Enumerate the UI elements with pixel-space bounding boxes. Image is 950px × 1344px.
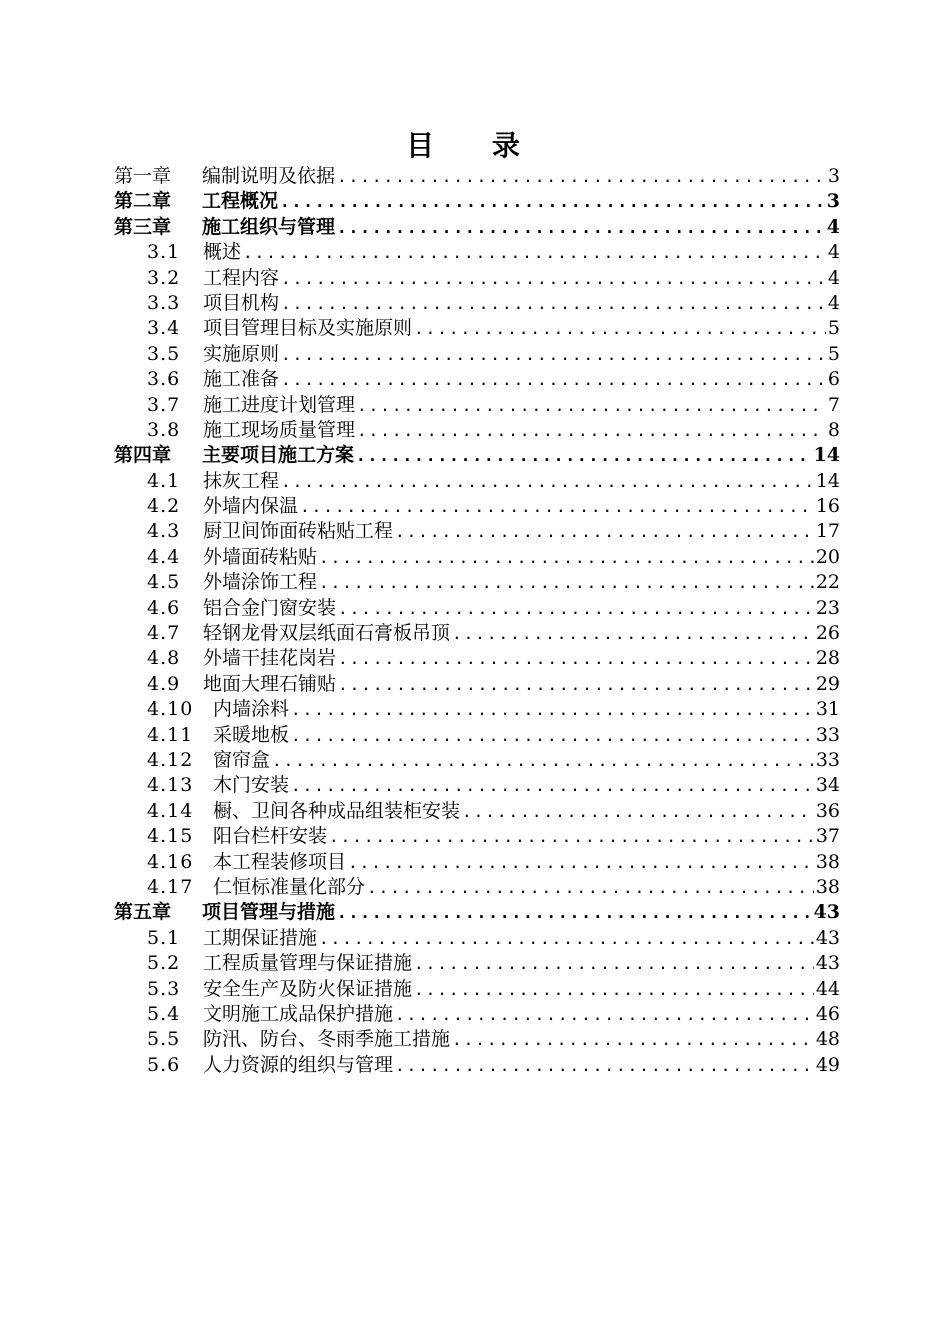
toc-entry-title: 工期保证措施: [203, 926, 318, 949]
toc-section-entry[interactable]: [114, 263, 840, 288]
toc-entry-title: 施工进度计划管理: [203, 393, 356, 415]
toc-entry-number: 3.3: [147, 291, 181, 314]
toc-section-entry[interactable]: [114, 364, 840, 389]
toc-entry-title: 概述: [203, 241, 242, 263]
toc-page-number: 36: [815, 799, 840, 822]
toc-entry-number: 3.4: [147, 317, 181, 339]
toc-page-number: 4: [826, 215, 840, 238]
toc-entry-number: 第一章: [114, 165, 172, 187]
toc-page-number: 43: [813, 901, 840, 923]
toc-page-number: 38: [815, 850, 840, 872]
toc-section-entry[interactable]: [114, 872, 840, 897]
toc-entry-title: 抹灰工程: [203, 469, 280, 492]
toc-section-entry[interactable]: [114, 288, 840, 313]
toc-dot-leader: [452, 1030, 814, 1049]
toc-entry-title: 项目管理目标及实施原则: [203, 317, 413, 339]
toc-page-number: 7: [827, 393, 840, 415]
toc-entry-title: 工程内容: [203, 266, 280, 288]
toc-dot-leader: [319, 573, 814, 592]
toc-dot-leader: [319, 929, 814, 948]
toc-dot-leader: [414, 954, 814, 973]
toc-entry-title: 安全生产及防火保证措施: [203, 977, 413, 999]
toc-dot-leader: [291, 726, 814, 745]
toc-entry-number: 5.2: [147, 952, 181, 974]
toc-entry-title: 主要项目施工方案: [202, 444, 355, 466]
toc-entry-number: 4.9: [147, 672, 181, 695]
toc-page-number: 38: [815, 875, 840, 898]
toc-dot-leader: [338, 599, 814, 618]
toc-entry-title: 外墙内保温: [203, 495, 299, 517]
toc-dot-leader: [338, 649, 814, 668]
toc-chapter-entry[interactable]: [114, 440, 840, 465]
toc-entry-number: 4.14: [147, 799, 194, 822]
toc-section-entry[interactable]: [114, 313, 840, 338]
toc-dot-leader: [337, 903, 812, 922]
toc-dot-leader: [357, 421, 826, 440]
toc-page-number: 14: [813, 444, 840, 466]
toc-entry-number: 5.1: [147, 926, 181, 949]
toc-entry-number: 4.12: [147, 748, 194, 771]
toc-entry-number: 5.4: [147, 1002, 181, 1025]
toc-page-number: 4: [827, 266, 840, 288]
toc-entry-title: 外墙干挂花岗岩: [203, 647, 337, 669]
toc-page-number: 8: [827, 418, 840, 441]
toc-page-number: 23: [815, 596, 840, 619]
toc-page-number: 3: [826, 190, 840, 212]
toc-dot-leader: [337, 167, 826, 186]
toc-page-number: 6: [827, 368, 840, 390]
toc-page-number: 17: [815, 520, 840, 542]
toc-chapter-entry[interactable]: [114, 186, 840, 211]
toc-entry-number: 4.16: [147, 850, 194, 872]
toc-entry-title: 采暖地板: [213, 723, 290, 745]
toc-dot-leader: [395, 1005, 814, 1024]
toc-page-number: 34: [815, 774, 840, 796]
toc-dot-leader: [338, 675, 814, 694]
toc-entry-number: 5.5: [147, 1028, 181, 1050]
toc-entry-number: 第四章: [114, 444, 172, 466]
toc-dot-leader: [319, 548, 814, 567]
toc-dot-leader: [348, 853, 814, 872]
toc-section-entry[interactable]: [114, 542, 840, 567]
toc-page-number: 48: [815, 1028, 840, 1050]
toc-entry-number: 4.6: [147, 596, 181, 619]
toc-entry-number: 第五章: [114, 901, 172, 923]
toc-dot-leader: [329, 827, 814, 846]
toc-entry-title: 木门安装: [213, 774, 290, 796]
toc-entry-number: 4.8: [147, 647, 181, 669]
toc-section-entry[interactable]: [114, 390, 840, 415]
toc-section-entry[interactable]: [114, 567, 840, 592]
toc-entry-number: 3.8: [147, 418, 181, 441]
toc-page-number: 3: [827, 165, 840, 187]
toc-page-number: 49: [815, 1053, 840, 1076]
toc-page-number: 33: [815, 723, 840, 745]
toc-entry-number: 4.13: [147, 774, 194, 796]
toc-dot-leader: [281, 370, 826, 389]
toc-entry-number: 4.10: [147, 698, 194, 720]
toc-section-entry[interactable]: [114, 694, 840, 719]
toc-entry-number: 3.6: [147, 368, 181, 390]
toc-page-number: 16: [815, 495, 840, 517]
toc-dot-leader: [300, 497, 814, 516]
toc-entry-number: 4.2: [147, 495, 181, 517]
toc-entry-title: 轻钢龙骨双层纸面石膏板吊顶: [203, 622, 451, 644]
toc-dot-leader: [356, 446, 812, 465]
toc-dot-leader: [395, 1056, 814, 1075]
toc-entry-number: 4.7: [147, 622, 181, 644]
toc-dot-leader: [367, 878, 814, 897]
toc-page-number: 31: [815, 698, 840, 720]
toc-section-entry[interactable]: [114, 618, 840, 643]
toc-entry-title: 工程概况: [202, 190, 279, 212]
toc-entry-title: 本工程装修项目: [213, 850, 347, 872]
toc-page-number: 43: [815, 926, 840, 949]
toc-section-entry[interactable]: [114, 1024, 840, 1049]
toc-dot-leader: [272, 751, 814, 770]
toc-section-entry[interactable]: [114, 974, 840, 999]
toc-entry-title: 阳台栏杆安装: [213, 825, 328, 847]
toc-dot-leader: [280, 192, 825, 211]
toc-chapter-entry[interactable]: [114, 212, 840, 237]
toc-entry-title: 外墙面砖粘贴: [203, 545, 318, 568]
toc-page-number: 5: [827, 342, 840, 365]
toc-section-entry[interactable]: [114, 339, 840, 364]
toc-dot-leader: [281, 269, 826, 288]
toc-entry-number: 3.2: [147, 266, 181, 288]
toc-section-entry[interactable]: [114, 415, 840, 440]
toc-entry-title: 仁恒标准量化部分: [213, 875, 366, 898]
toc-entry-title: 项目机构: [203, 291, 280, 314]
toc-dot-leader: [291, 700, 814, 719]
toc-entry-title: 铝合金门窗安装: [203, 596, 337, 619]
toc-page-number: 46: [815, 1002, 840, 1025]
toc-section-entry[interactable]: [114, 720, 840, 745]
toc-section-entry[interactable]: [114, 770, 840, 795]
toc-entry-title: 施工准备: [203, 368, 280, 390]
toc-section-entry[interactable]: [114, 593, 840, 618]
toc-dot-leader: [414, 980, 814, 999]
toc-section-entry[interactable]: [114, 923, 840, 948]
toc-page-number: 26: [815, 622, 840, 644]
toc-entry-title: 文明施工成品保护措施: [203, 1002, 394, 1025]
toc-entry-number: 第三章: [114, 215, 172, 238]
toc-page-number: 22: [815, 571, 840, 593]
toc-section-entry[interactable]: [114, 1050, 840, 1075]
toc-entry-title: 编制说明及依据: [202, 165, 336, 187]
toc-entry-number: 5.3: [147, 977, 181, 999]
toc-entry-title: 地面大理石铺贴: [203, 672, 337, 695]
toc-section-entry[interactable]: [114, 745, 840, 770]
toc-entry-number: 4.3: [147, 520, 181, 542]
toc-entry-title: 施工现场质量管理: [203, 418, 356, 441]
toc-dot-leader: [452, 624, 814, 643]
toc-page-number: 14: [815, 469, 840, 492]
toc-dot-leader: [291, 776, 814, 795]
toc-entry-number: 4.11: [147, 723, 194, 745]
toc-entry-number: 第二章: [114, 190, 172, 212]
toc-dot-leader: [462, 802, 814, 821]
toc-section-entry[interactable]: [114, 237, 840, 262]
toc-section-entry[interactable]: [114, 796, 840, 821]
toc-chapter-entry[interactable]: [114, 897, 840, 922]
toc-section-entry[interactable]: [114, 847, 840, 872]
toc-entry-number: 4.1: [147, 469, 181, 492]
toc-entry-number: 3.5: [147, 342, 181, 365]
toc-page-number: 5: [827, 317, 840, 339]
toc-entry-number: 3.1: [147, 241, 181, 263]
toc-entry-title: 实施原则: [203, 342, 280, 365]
toc-entry-title: 工程质量管理与保证措施: [203, 952, 413, 974]
toc-section-entry[interactable]: [114, 491, 840, 516]
page-title: 目 录: [406, 129, 544, 162]
toc-dot-leader: [281, 472, 814, 491]
toc-entry-title: 厨卫间饰面砖粘贴工程: [203, 520, 394, 542]
toc-dot-leader: [395, 522, 814, 541]
toc-page-number: 44: [815, 977, 840, 999]
toc-dot-leader: [281, 345, 826, 364]
toc-section-entry[interactable]: [114, 669, 840, 694]
toc-page-number: 4: [827, 291, 840, 314]
toc-entry-title: 橱、卫间各种成品组装柜安装: [213, 799, 461, 822]
toc-section-entry[interactable]: [114, 948, 840, 973]
toc-dot-leader: [243, 243, 826, 262]
toc-entry-title: 项目管理与措施: [202, 901, 336, 923]
toc-chapter-entry[interactable]: [114, 161, 840, 186]
toc-entry-title: 窗帘盒: [213, 748, 271, 771]
toc-dot-leader: [357, 396, 826, 415]
toc-entry-title: 施工组织与管理: [202, 215, 336, 238]
toc-page-number: 33: [815, 748, 840, 771]
toc-entry-title: 内墙涂料: [213, 698, 290, 720]
toc-page-number: 4: [827, 241, 840, 263]
toc-entry-number: 5.6: [147, 1053, 181, 1076]
toc-section-entry[interactable]: [114, 516, 840, 541]
toc-entry-number: 4.4: [147, 545, 181, 568]
toc-entry-number: 4.17: [147, 875, 194, 898]
toc-entry-number: 4.5: [147, 571, 181, 593]
toc-entry-title: 防汛、防台、冬雨季施工措施: [203, 1028, 451, 1050]
toc-dot-leader: [281, 294, 826, 313]
toc-page-number: 29: [815, 672, 840, 695]
toc-page-number: 28: [815, 647, 840, 669]
toc-section-entry[interactable]: [114, 999, 840, 1024]
table-of-contents: [114, 161, 840, 1075]
toc-entry-number: 3.7: [147, 393, 181, 415]
toc-section-entry[interactable]: [114, 466, 840, 491]
toc-page-number: 43: [815, 952, 840, 974]
toc-section-entry[interactable]: [114, 821, 840, 846]
toc-page-number: 20: [815, 545, 840, 568]
toc-entry-title: 外墙涂饰工程: [203, 571, 318, 593]
toc-entry-number: 4.15: [147, 825, 194, 847]
toc-entry-title: 人力资源的组织与管理: [203, 1053, 394, 1076]
toc-dot-leader: [414, 319, 826, 338]
toc-section-entry[interactable]: [114, 643, 840, 668]
toc-page-number: 37: [815, 825, 840, 847]
toc-dot-leader: [337, 218, 825, 237]
